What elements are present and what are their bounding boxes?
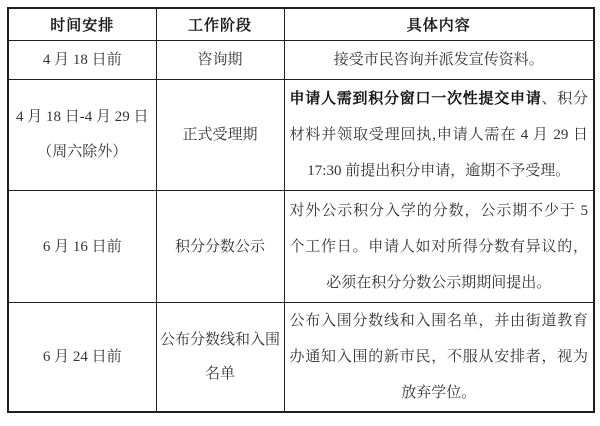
header-cell-time: 时间安排 [8, 8, 156, 41]
header-cell-content: 具体内容 [284, 8, 594, 41]
cell-stage: 正式受理期 [156, 80, 284, 191]
table-row-consult [8, 41, 594, 80]
time-line-2: （周六除外） [37, 144, 128, 160]
cell-stage: 公布分数线和入围名单 [156, 303, 284, 413]
schedule-table [7, 7, 595, 413]
table-row-shortlist [8, 303, 594, 413]
cell-stage: 咨询期 [156, 41, 284, 80]
cell-time [8, 80, 156, 191]
cell-content: 公布入围分数线和入围名单，并由街道教育办通知入围的新市民，不服从安排者，视为放弃学位。 [284, 303, 594, 413]
header-row [8, 8, 594, 41]
content-bold-text: 申请人需到积分窗口一次性提交申请 [289, 91, 542, 107]
cell-content [284, 80, 594, 191]
table-row-acceptance [8, 80, 594, 191]
cell-time: 4 月 18 日前 [8, 41, 156, 80]
cell-time: 6 月 16 日前 [8, 191, 156, 303]
table-row-score-publicity [8, 191, 594, 303]
content-rest-text: 、积分材料并领取受理回执,申请人需在 4 月 29 日 17:30 前提出积分申请，逾期不予受理。 [289, 91, 588, 179]
header-cell-stage: 工作阶段 [156, 8, 284, 41]
cell-time: 6 月 24 日前 [8, 303, 156, 413]
cell-content: 接受市民咨询并派发宣传资料。 [284, 41, 594, 80]
cell-content: 对外公示积分入学的分数，公示期不少于 5 个工作日。申请人如对所得分数有异议的，必须在积分分数公示期期间提出。 [284, 191, 594, 303]
time-line-1: 4 月 18 日-4 月 29 日 [16, 109, 149, 125]
cell-stage: 积分分数公示 [156, 191, 284, 303]
